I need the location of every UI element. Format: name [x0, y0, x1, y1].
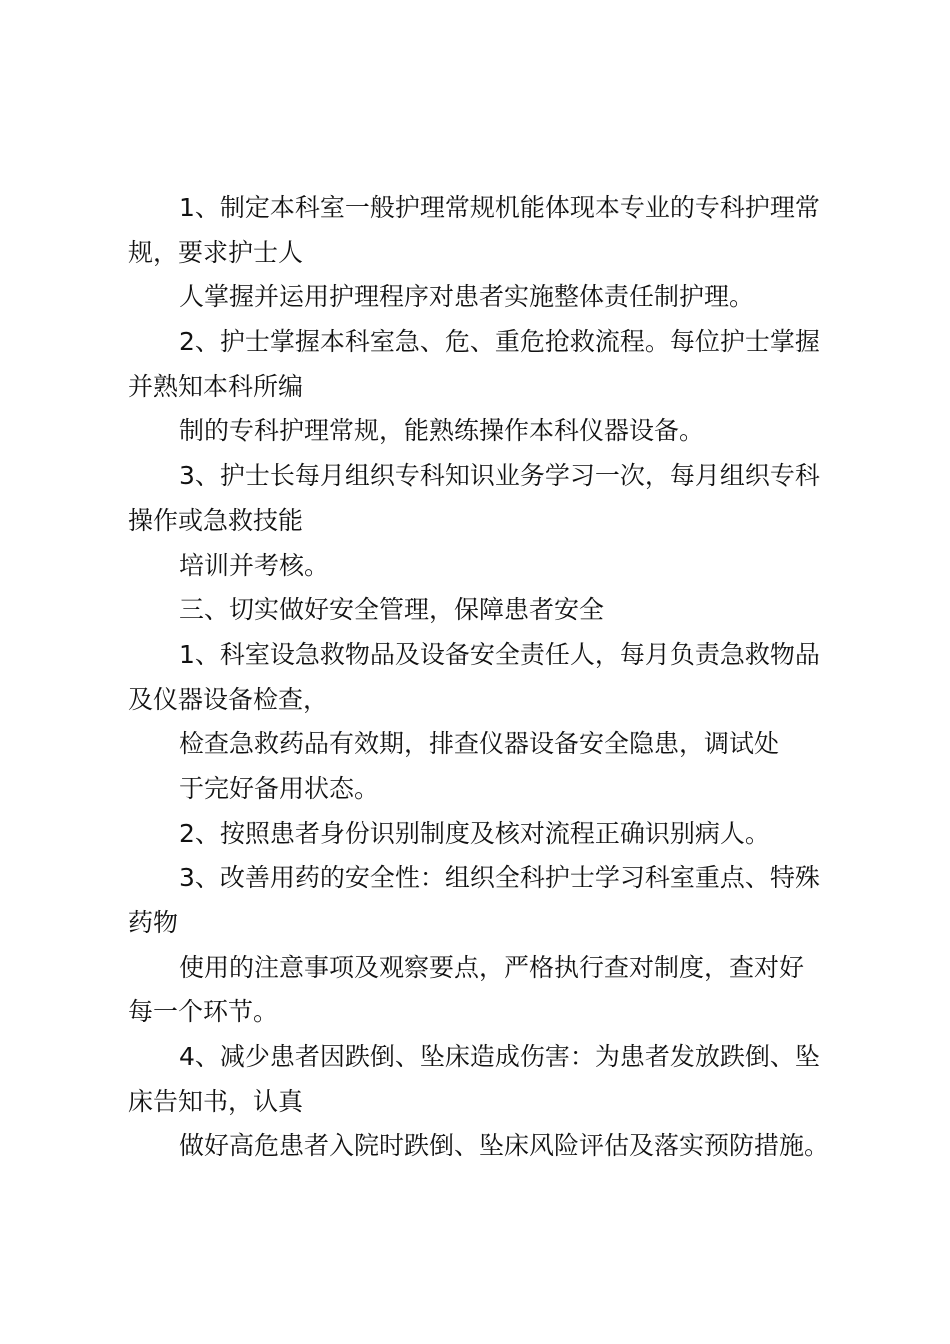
text-line: 使用的注意事项及观察要点，严格执行查对制度，查对好 [179, 952, 805, 982]
text-line: 药物 [128, 908, 179, 937]
text-line: 4、减少患者因跌倒、坠床造成伤害：为患者发放跌倒、坠 [179, 1042, 820, 1072]
text-line: 操作或急救技能 [128, 505, 304, 535]
text-line: 培训并考核。 [179, 550, 330, 580]
text-line: 并熟知本科所编 [128, 371, 304, 401]
text-line: 于完好备用状态。 [179, 773, 380, 803]
text-line: 2、按照患者身份识别制度及核对流程正确识别病人。 [179, 818, 770, 848]
text-line: 2、护士掌握本科室急、危、重危抢救流程。每位护士掌握 [179, 327, 820, 357]
text-line: 人掌握并运用护理程序对患者实施整体责任制护理。 [179, 282, 755, 312]
text-line: 制的专科护理常规，能熟练操作本科仪器设备。 [179, 416, 705, 446]
text-line: 及仪器设备检查， [128, 684, 329, 714]
text-line: 3、改善用药的安全性：组织全科护士学习科室重点、特殊 [179, 863, 820, 893]
text-line: 规，要求护士人 [128, 237, 304, 267]
text-line: 床告知书，认真 [128, 1086, 304, 1116]
text-line: 1、制定本科室一般护理常规机能体现本专业的专科护理常 [179, 193, 820, 222]
document-body [128, 186, 834, 1169]
text-line: 检查急救药品有效期，排查仪器设备安全隐患，调试处 [179, 729, 780, 759]
text-line: 每一个环节。 [128, 997, 279, 1027]
text-line: 3、护士长每月组织专科知识业务学习一次，每月组织专科 [179, 461, 820, 491]
text-line: 做好高危患者入院时跌倒、坠床风险评估及落实预防措施。 [179, 1131, 830, 1161]
section-heading: 三、切实做好安全管理，保障患者安全 [179, 595, 605, 625]
text-line: 1、科室设急救物品及设备安全责任人，每月负责急救物品 [179, 639, 820, 669]
